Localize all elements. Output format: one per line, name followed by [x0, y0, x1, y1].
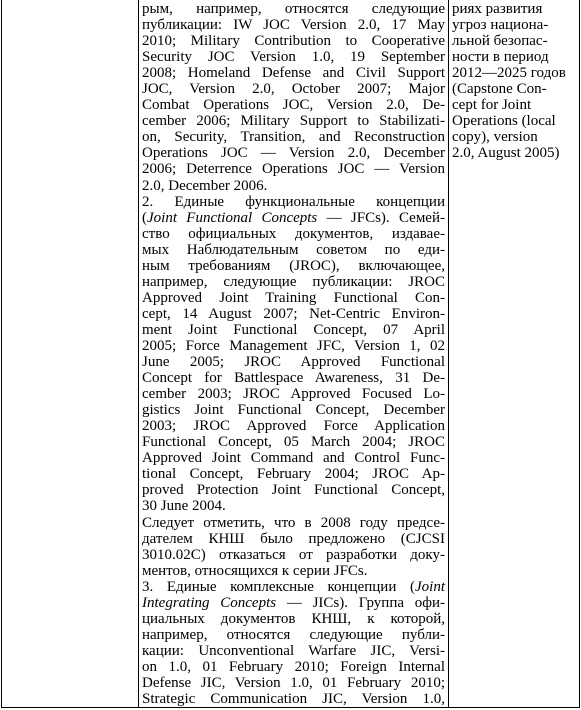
middle-text-line: 2. Единые функциональные концепции — [142, 193, 445, 210]
middle-text-line: Strategic Communication JIC, Version 1.0, — [142, 691, 445, 708]
right-text-line: 2012—2025 годов — [452, 65, 566, 82]
middle-text-line: 30 June 2004. — [142, 498, 226, 515]
right-text-line: cept for Joint — [452, 97, 532, 114]
middle-text-line: 3010.02С) отказаться от разработки доку- — [142, 546, 445, 563]
middle-text-line: 2010; Military Contribution to Cooperative — [142, 33, 445, 50]
middle-text-line: рым, например, относятся следующие — [142, 1, 445, 17]
right-text-line: 2.0, August 2005) — [452, 145, 560, 162]
middle-text-line: cember 2003; JROC Approved Focused Lo- — [142, 386, 445, 403]
middle-text-line: 2.0, December 2006. — [142, 177, 268, 194]
middle-text-line: Operations JOC — Version 2.0, December — [142, 145, 445, 162]
middle-text-line: циальных документов КНШ, к которой, — [142, 610, 445, 627]
middle-text-line: on, Security, Transition, and Reconstruction — [142, 129, 445, 146]
middle-text-line: 2005; Force Management JFC, Version 1, 02 — [142, 337, 445, 354]
middle-text-line: Следует отметить, что в 2008 году предсе- — [142, 514, 445, 531]
middle-text-line: JOC, Version 2.0, October 2007; Major — [142, 81, 445, 98]
middle-text-line: June 2005; JROC Approved Functional — [142, 354, 445, 371]
middle-text-line: gistics Joint Functional Concept, December — [142, 402, 445, 419]
middle-text-line: 3. Единые комплексные концепции (Joint — [142, 578, 445, 595]
right-text-line: льной безопас- — [452, 33, 548, 50]
middle-text-line: cember 2006; Military Support to Stabilizati- — [142, 113, 445, 130]
right-text-line: Operations (local — [452, 113, 556, 130]
middle-text-line: например, следующие публикации: JROC — [142, 273, 445, 290]
middle-text-line: например, относятся следующие публи- — [142, 626, 445, 643]
middle-text-line: Concept for Battlespace Awareness, 31 De- — [142, 370, 445, 387]
middle-text-line: ным требованиям (JROC), включающее, — [142, 257, 445, 274]
left-column-cell — [2, 0, 139, 708]
middle-text-line: 2008; Homeland Defense and Civil Support — [142, 65, 445, 82]
middle-text-line: публикации: IW JOC Version 2.0, 17 May — [142, 17, 445, 34]
middle-text-line: proved Protection Joint Functional Concept, — [142, 482, 445, 499]
middle-text-line: ment Joint Functional Concept, 07 April — [142, 321, 445, 338]
middle-column-cell — [139, 0, 449, 708]
right-text-line: риях развития — [452, 1, 543, 17]
middle-text-line: Functional Concept, 05 March 2004; JROC — [142, 434, 445, 451]
middle-text-line: Combat Operations JOC, Version 2.0, De- — [142, 97, 445, 114]
middle-text-line: дателем КНШ было предложено (CJCSI — [142, 530, 445, 547]
middle-text-line: Security JOC Version 1.0, 19 September — [142, 49, 445, 66]
middle-cell-text — [139, 0, 448, 707]
middle-text-line: Defense JIC, Version 1.0, 01 February 2010; — [142, 674, 445, 691]
right-column-cell — [449, 0, 580, 708]
table-row — [2, 0, 580, 708]
middle-text-line: 2006; Deterrence Operations JOC — Version — [142, 161, 445, 178]
right-text-line: угроз национа- — [452, 17, 549, 34]
right-cell-text — [449, 0, 579, 161]
middle-text-line: ство официальных документов, издавае- — [142, 225, 445, 242]
right-text-line: copy), version — [452, 129, 538, 146]
right-text-line: ности в период — [452, 49, 549, 66]
middle-text-line: Approved Joint Training Functional Con- — [142, 289, 445, 306]
middle-text-line: Approved Joint Command and Control Func- — [142, 450, 445, 467]
middle-text-line: (Joint Functional Concepts — JFCs). Семей- — [142, 209, 445, 226]
middle-text-line: tional Concept, February 2004; JROC Ap- — [142, 466, 445, 483]
document-table — [1, 0, 580, 708]
middle-text-line: Integrating Concepts — JICs). Группа офи- — [142, 594, 445, 611]
middle-text-line: on 1.0, 01 February 2010; Foreign Internal — [142, 658, 445, 675]
middle-text-line: cept, 14 August 2007; Net-Centric Environ- — [142, 305, 445, 322]
middle-text-line: кации: Unconventional Warfare JIC, Versi- — [142, 642, 445, 659]
right-text-line: (Capstone Con- — [452, 81, 547, 98]
middle-text-line: мых Наблюдательным советом по еди- — [142, 241, 445, 258]
middle-text-line: 2003; JROC Approved Force Application — [142, 418, 445, 435]
middle-text-line: ментов, относящихся к серии JFCs. — [142, 562, 368, 579]
